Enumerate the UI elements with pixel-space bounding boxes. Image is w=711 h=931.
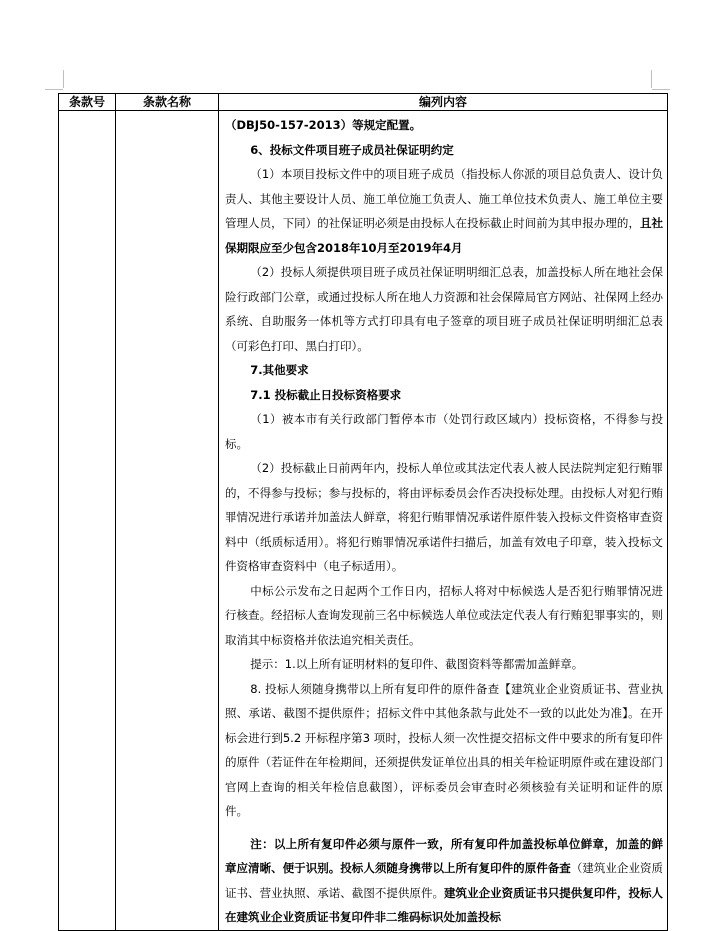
header-content: 编列内容: [219, 94, 668, 111]
heading-other-requirements: 7.其他要求: [250, 363, 309, 377]
clause-name-cell: [116, 111, 219, 931]
page-corner-mark-left-v: [63, 70, 64, 88]
paragraph-tip: 提示：1.以上所有证明材料的复印件、截图资料等都需加盖鲜章。: [250, 657, 584, 671]
table-row: [59, 111, 668, 931]
paragraph-bribery-check: 中标公示发布之日起两个工作日内，招标人将对中标候选人是否犯行贿罪情况进行核查。经招标人查询发现前三名中标候选人单位或法定代表人有行贿犯罪事实的，则取消其中标资格并依法追究相关责任。: [225, 583, 663, 647]
heading-bid-qualification: 7.1 投标截止日投标资格要求: [250, 387, 402, 402]
paragraph-note-bold-2: 建筑业企业资质证书只提供复印件，投标人在建筑业企业资质证书复印件非二维码标识处加盖投标: [225, 885, 663, 924]
paragraph-standard-ref: （DBJ50-157-2013）等规定配置。: [225, 118, 422, 132]
heading-social-security: 6、投标文件项目班子成员社保证明约定: [250, 142, 454, 157]
paragraph-originals: 8. 投标人须随身携带以上所有复印件的原件备查【建筑业企业资质证书、营业执照、承诺、截图不提供原件；招标文件中其他条款与此处不一致的以此处为准】。在开标会进行到5.2 开标程序第3 项时，投标人须一次性提交招标文件中要求的所有复印件的原件（若证件在年检期间，还须提供发证单位出具的相关年检证明原件或在建设部门官网上查询的相关年检信息截图），评标委员会审查时必须核验有关证明和证件的原件。: [225, 681, 663, 818]
clause-table: [58, 93, 668, 931]
paragraph-note: [225, 832, 663, 930]
page-corner-mark-right-v: [651, 70, 652, 88]
clause-no-cell: [59, 111, 116, 931]
header-clause-name: 条款名称: [116, 94, 219, 111]
paragraph-qualification-1: （1）被本市有关行政部门暂停本市（处罚行政区域内）投标资格，不得参与投标。: [225, 412, 663, 451]
paragraph-gap: [225, 824, 663, 832]
table-header-row: [59, 94, 668, 111]
page-corner-mark-left-h: [45, 89, 63, 90]
content-cell: [219, 111, 668, 931]
paragraph-note-bold: 注：以上所有复印件必须与原件一致，所有复印件加盖投标单位鲜章，加盖的鲜章应清晰、便于识别。投标人须随身携带以上所有复印件的原件备查: [225, 836, 663, 875]
paragraph-qualification-2: （2）投标截止日前两年内，投标人单位或其法定代表人被人民法院判定犯行贿罪的，不得参与投标；参与投标的，将由评标委员会作否决投标处理。由投标人对犯行贿罪情况进行承诺并加盖法人鲜章，将犯行贿罪情况承诺件原件装入投标文件资格审查资料中（纸质标适用）。将犯行贿罪情况承诺件扫描后，加盖有效电子印章，装入投标文件资格审查资料中（电子标适用）。: [225, 461, 663, 573]
page-corner-mark-right-h: [652, 89, 670, 90]
paragraph-social-security-1-text: （1）本项目投标文件中的项目班子成员（指投标人你派的项目总负责人、设计负责人、其他主要设计人员、施工单位施工负责人、施工单位技术负责人、施工单位主要管理人员，下同）的社保证明必须是由投标人在投标截止时间前为其申报办理的，: [225, 167, 663, 230]
paragraph-social-security-2: （2）投标人须提供项目班子成员社保证明明细汇总表，加盖投标人所在地社会保险行政部门公章，或通过投标人所在地人力资源和社会保障局官方网站、社保网上经办系统、自助服务一体机等方式打印具有电子签章的项目班子成员社保证明明细汇总表（可彩色打印、黑白打印）。: [225, 265, 663, 353]
paragraph-social-security-1-bold: 且社保期限应至少包含2018年10月至2019年4月: [225, 216, 663, 255]
paragraph-social-security-1: [225, 162, 663, 260]
header-clause-no: 条款号: [59, 94, 116, 111]
paragraph-note-normal: （建筑业企业资质证书、营业执照、承诺、截图不提供原件。: [225, 861, 664, 900]
